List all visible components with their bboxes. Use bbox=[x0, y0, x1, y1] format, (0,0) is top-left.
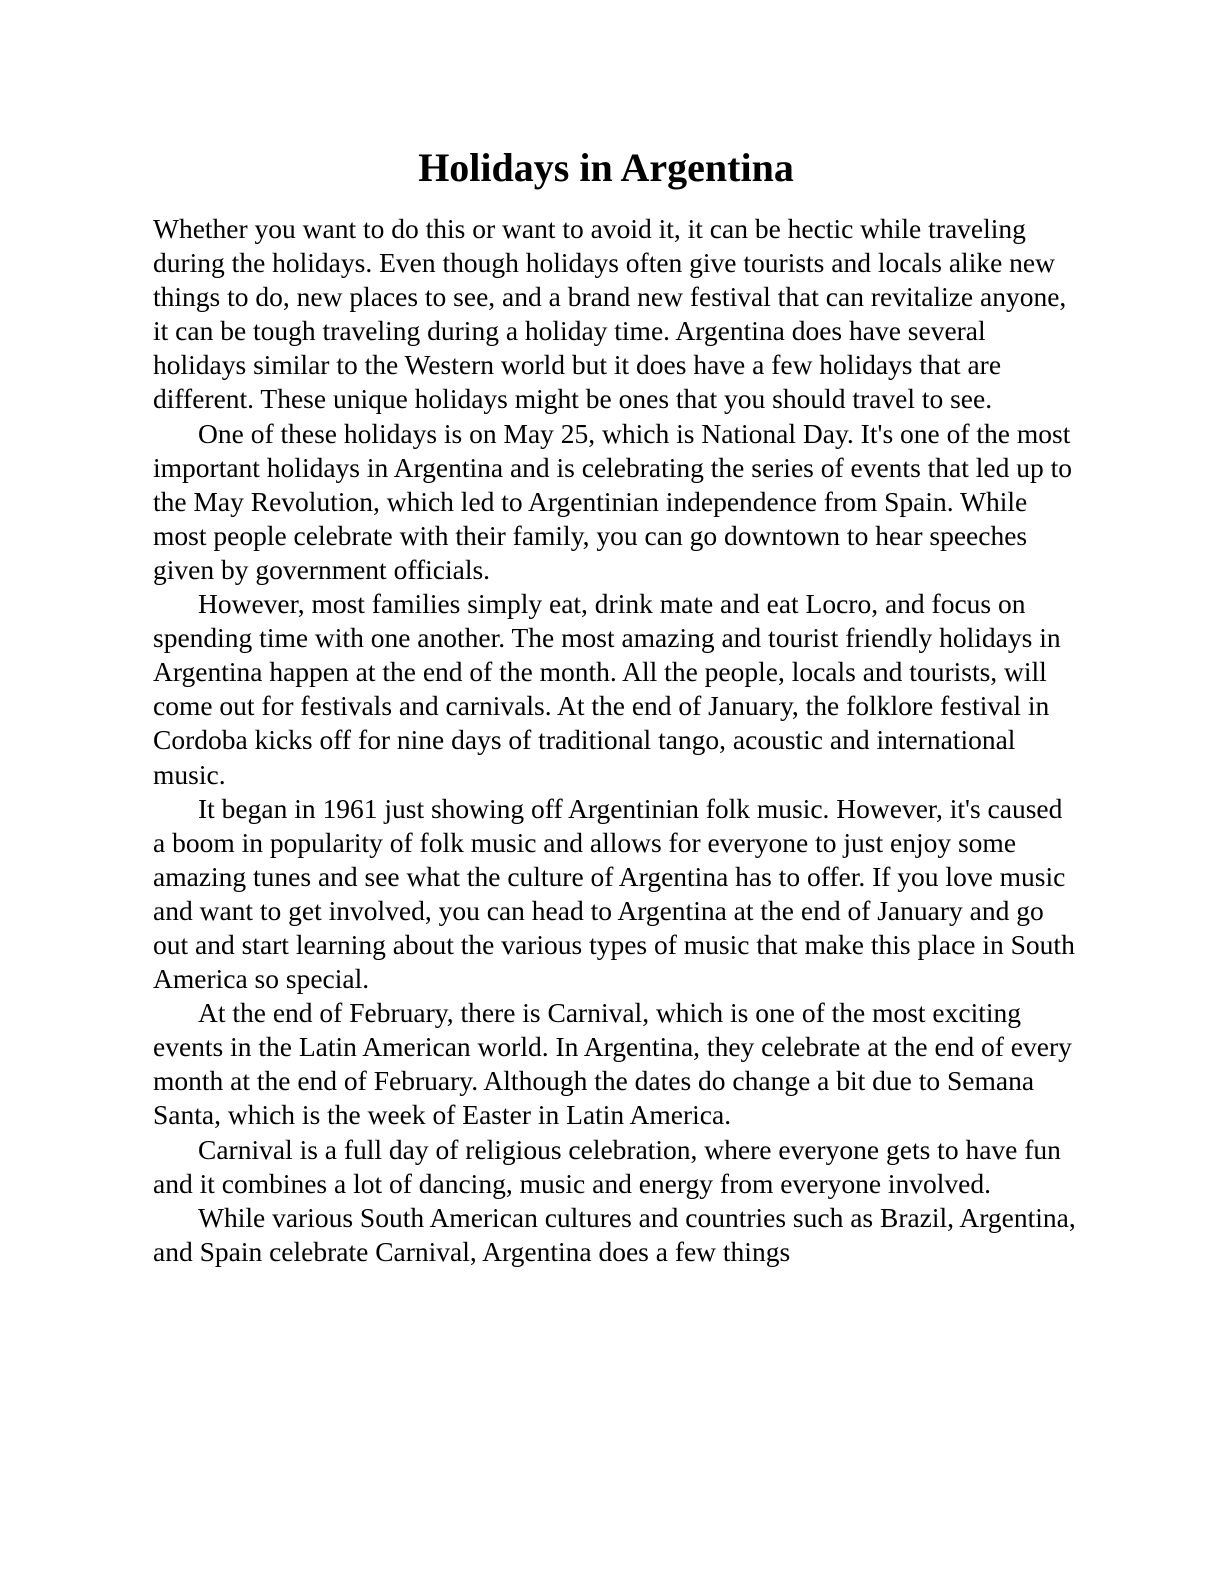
document-body bbox=[153, 212, 1078, 1269]
page-title: Holidays in Argentina bbox=[418, 145, 794, 190]
paragraph-carnival-dates: At the end of February, there is Carnival, which is one of the most exciting events in the Latin American world. In Argentina, they celebrate at the end of every month at the end of February. Although the dates do change a bit due to Semana Santa, which is the week of Easter in Latin America. bbox=[153, 997, 1072, 1131]
paragraph-intro: Whether you want to do this or want to avoid it, it can be hectic while traveling during the holidays. Even though holidays often give tourists and locals alike new things to do, new places to see, and a brand new festival that can revitalize anyone, it can be tough traveling during a holiday time. Argentina does have several holidays similar to the Western world but it does have a few holidays that are different. These unique holidays might be ones that you should travel to see. bbox=[153, 213, 1067, 415]
paragraph-folk-music: It began in 1961 just showing off Argentinian folk music. However, it's caused a boom in popularity of folk music and allows for everyone to just enjoy some amazing tunes and see what the culture of Argentina has to offer. If you love music and want to get involved, you can head to Argentina at the end of January and go out and start learning about the various types of music that make this place in South America so special. bbox=[153, 792, 1075, 995]
paragraph-national-day: One of these holidays is on May 25, which is National Day. It's one of the most important holidays in Argentina and is celebrating the series of events that led up to the May Revolution, which led to Argentinian independence from Spain. While most people celebrate with their family, you can go downtown to hear speeches given by government officials. bbox=[153, 417, 1072, 585]
paragraph-carnival-celebration: Carnival is a full day of religious celebration, where everyone gets to have fun and it combines a lot of dancing, music and energy from everyone involved. bbox=[153, 1133, 1061, 1199]
paragraph-folklore-festival: However, most families simply eat, drink mate and eat Locro, and focus on spending time with one another. The most amazing and tourist friendly holidays in Argentina happen at the end of the month. All the people, locals and tourists, will come out for festivals and carnivals. At the end of January, the folklore festival in Cordoba kicks off for nine days of traditional tango, acoustic and international music. bbox=[153, 588, 1061, 790]
paragraph-carnival-countries: While various South American cultures and countries such as Brazil, Argentina, and Spain celebrate Carnival, Argentina does a few things bbox=[153, 1201, 1076, 1267]
